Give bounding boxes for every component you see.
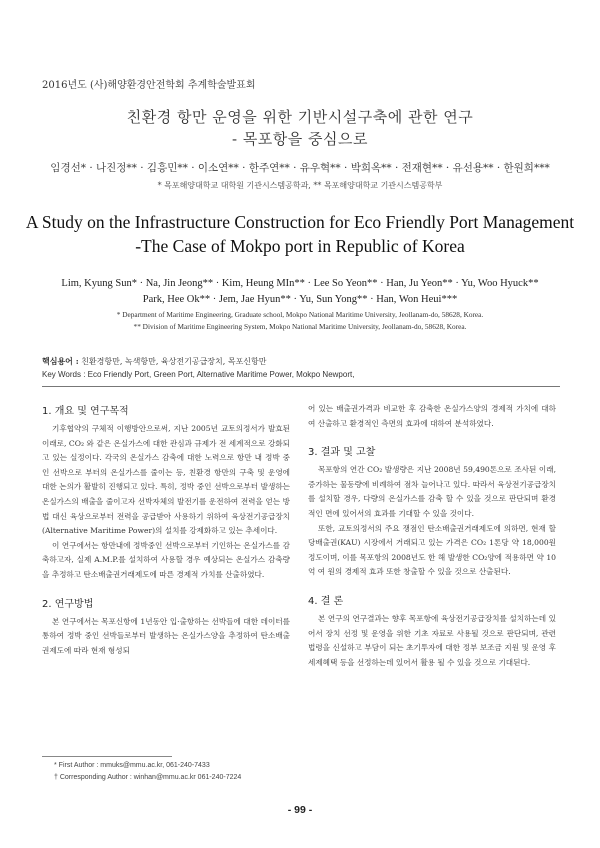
footnote-corresponding-author: † Corresponding Author : winhan@mmu.ac.kr 061-240-7224: [54, 774, 242, 781]
right-column: [308, 402, 556, 682]
body-paragraph: 또한, 교토의정서의 주요 쟁점인 탄소배출권거래제도에 의하면, 현재 할당배출권(KAU) 시장에서 거래되고 있는 가격은 CO₂ 1톤당 약 18,000원 정도이며, 이를 목포항의 2008년도 한 해 발생한 CO₂양에 적용하면 약 10억 여 원의 경제적 효과 또한 창출할 수 있을 것으로 산출된다.: [308, 523, 556, 577]
body-paragraph: 본 연구에서는 목포신항에 1년동안 입·출항하는 선박들에 대한 데이터를 통하여 정박 중인 선박들로부터 발생하는 온실가스양을 추정하여 탄소배출권제도에 따라 현재 형성되: [42, 616, 290, 655]
korean-affiliation: * 목포해양대학교 대학원 기관시스템공학과, ** 목포해양대학교 기관시스템공학부: [157, 181, 443, 190]
korean-keywords-text: 친환경항만, 녹색항만, 육상전기공급장치, 목포신항만: [81, 357, 267, 366]
english-keywords-text: Eco Friendly Port, Green Port, Alternative Maritime Power, Mokpo Newport,: [87, 370, 355, 379]
left-column: [42, 402, 290, 670]
korean-keywords-label: 핵심용어 :: [42, 356, 79, 366]
korean-authors: 임경선* · 나진정** · 김흥민** · 이소연** · 한주연** · 유우혁** · 박희옥** · 전재현** · 유선용** · 한원희***: [50, 162, 550, 174]
conference-header: 2016년도 (사)해양환경안전학회 추계학술발표회: [42, 80, 256, 91]
english-title-line2: -The Case of Mokpo port in Republic of Korea: [135, 236, 465, 256]
english-authors-line1: Lim, Kyung Sun* · Na, Jin Jeong** · Kim, Heung MIn** · Lee So Yeon** · Han, Ju Yeon** · Yu, Woo Hyuck**: [61, 278, 539, 289]
body-paragraph: 어 있는 배출권가격과 비교한 후 감축한 온실가스양의 경제적 가치에 대하여 산출하고 환경적인 측면의 효과에 대하여 분석하였다.: [308, 404, 556, 428]
page-number: - 99 -: [287, 804, 313, 816]
korean-keywords: [42, 356, 266, 367]
section: [42, 402, 290, 583]
body-paragraph: 목포항의 연간 CO₂ 발생량은 지난 2008년 59,490톤으로 조사된 이래, 증가하는 물동량에 비례하여 점차 늘어나고 있다. 따라서 육상전기공급장치를 설치할 경우, 다량의 온실가스를 감축 할 수 있을 것으로 판단되며 환경적인 면에 있어서의 효과를 기대할 수 있을 것이다.: [308, 465, 556, 518]
section-heading: 4. 결 론: [308, 595, 344, 607]
footnote-rule: [42, 756, 172, 757]
section: [308, 443, 556, 580]
divider-rule: [42, 386, 560, 387]
korean-title-line1: 친환경 항만 운영을 위한 기반시설구축에 관한 연구: [126, 108, 474, 126]
section-heading: 2. 연구방법: [42, 598, 94, 610]
english-authors-line2: Park, Hee Ok** · Jem, Jae Hyun** · Yu, Sun Yong** · Han, Won Heui***: [142, 294, 458, 305]
section: [42, 595, 290, 659]
section: [308, 402, 556, 431]
english-keywords: [42, 370, 354, 379]
english-title-line1: A Study on the Infrastructure Construction for Eco Friendly Port Management: [25, 212, 575, 232]
section: [308, 592, 556, 670]
english-keywords-label: Key Words :: [42, 370, 86, 379]
body-paragraph: 이 연구에서는 항만내에 정박중인 선박으로부터 기인하는 온실가스를 감축하고자, 실제 A.M.P.를 설치하여 사용할 경우 예상되는 온실가스 감축량을 추정하고 탄소배출권거래제도에 따른 경제적 가치를 산출하였다.: [42, 540, 290, 579]
english-affiliation-2: ** Division of Maritime Engineering System, Mokpo National Maritime University, Jeollanam-do, 58628, Korea.: [133, 322, 467, 331]
body-paragraph: 본 연구의 연구결과는 향후 목포항에 육상전기공급장치를 설치하는데 있어서 장치 선정 및 운영을 위한 기초 자료로 사용될 것으로 판단되며, 관련 법령을 신설하고 부담이 되는 초기투자에 대한 정부 보조금 지원 및 운영 후 세제혜택 등을 선정하는데 있어서 활용 될 수 있을 것으로 기대된다.: [308, 613, 556, 667]
footnote-first-author: * First Author : mmuks@mmu.ac.kr, 061-240-7433: [54, 762, 210, 769]
korean-title-line2: - 목포항을 중심으로: [231, 130, 369, 148]
body-paragraph: 기후협약의 구체적 이행방안으로써, 지난 2005년 교토의정서가 발효된 이래로, CO₂ 와 같은 온실가스에 대한 관심과 규제가 전 세계적으로 강화되고 있는 실정이다. 각국의 온실가스 감축에 대한 노력으로 항만 내 정박 중인 선박으로 부터의 온실가스를 줄이는 등, 친환경 항만의 구축 및 운영에 대한 논의가 활발히 진행되고 있다. 특히, 정박 중인 선박으로부터 발생하는 온실가스의 배출을 줄이고자 선박자체의 발전기를 운전하여 전력을 얻는 방법 대신 육상으로부터 전력을 공급받아 사용하기 위하여 육상전기공급장치(Alternative Maritime Power)의 설치를 강제화하고 있는 추세이다.: [42, 424, 290, 536]
section-heading: 3. 결과 및 고찰: [308, 447, 376, 459]
section-heading: 1. 개요 및 연구목적: [42, 406, 129, 417]
english-affiliation-1: * Department of Maritime Engineering, Graduate school, Mokpo National Maritime University, Jeollanam-do, 58628, Korea.: [116, 310, 484, 319]
